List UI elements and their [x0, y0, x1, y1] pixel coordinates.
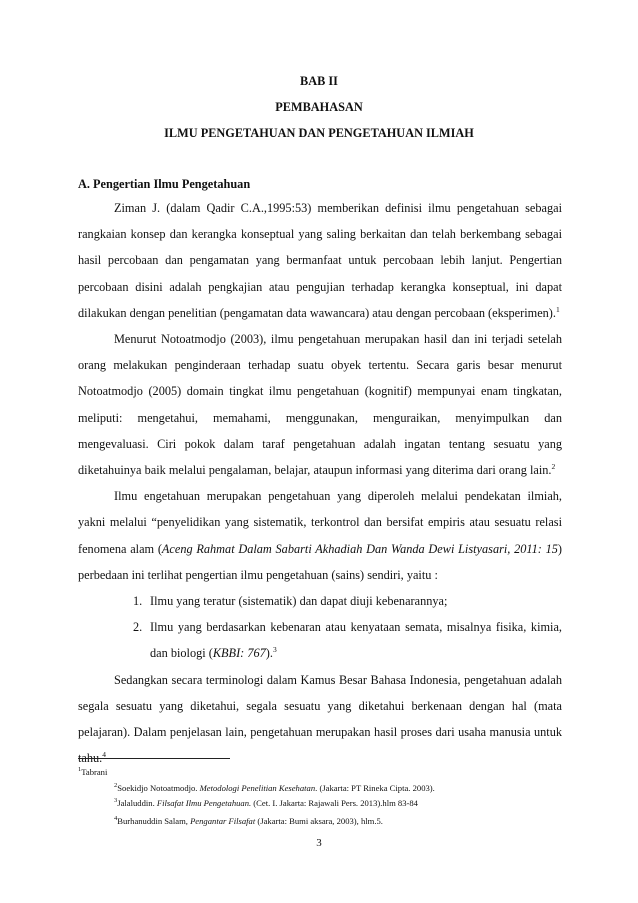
paragraph-1-text: Ziman J. (dalam Qadir C.A.,1995:53) memberikan definisi ilmu pengetahuan sebagai rangkaian konsep dan kerangka konseptual yang saling berkaitan dan telah berkembang sebagai hasil percobaan dan pengamatan yang bermanfaat untuk percobaan lebih lanjut. Pengertian percobaan disini adalah pengkajian atau pengujian terhadap kerangka konseptual, ini dapat dilakukan dengan penelitian (pengamatan data wawancara) atau dengan percobaan (eksperimen). — [78, 201, 562, 320]
footnote-3-text-end: (Cet. I. Jakarta: Rajawali Pers. 2013).hlm 83-84 — [251, 798, 418, 808]
list-item — [78, 614, 562, 666]
paragraph-2-text: Menurut Notoatmodjo (2003), ilmu pengetahuan merupakan hasil dan ini terjadi setelah orang melakukan penginderaan terhadap suatu obyek tertentu. Secara garis besar menurut Notoatmodjo (2005) domain tingkat ilmu pengetahuan (kognitif) mempunyai enam tingkatan, meliputi: mengetahui, memahami, menggunakan, menguraikan, menyimpulkan dan mengevaluasi. Ciri pokok dalam taraf pengetahuan adalah ingatan tentang sesuatu yang diketahuinya baik melalui pengalaman, belajar, ataupun informasi yang diterima dari orang lain. — [78, 332, 562, 478]
footnote-1 — [78, 766, 107, 778]
footnote-3-text: Jalaluddin. — [117, 798, 157, 808]
footnote-ref-1: 1 — [555, 304, 560, 314]
footnote-ref-4: 4 — [102, 750, 106, 760]
footnote-4-marker: 4 — [114, 815, 118, 823]
footnote-2-text-end: . (Jakarta: PT Rineka Cipta. 2003). — [315, 783, 435, 793]
footnote-ref-2: 2 — [551, 461, 556, 471]
paragraph-4-text: Sedangkan secara terminologi dalam Kamus Besar Bahasa Indonesia, pengetahuan adalah segala sesuatu yang diketahui, segala sesuatu yang diketahui berkenaan dengan hal (mata pelajaran). Dalam penjelasan lain, pengetahuan merupakan hasil proses dari usaha manusia untuk tahu. — [78, 672, 562, 766]
paragraph-1 — [78, 195, 562, 326]
footnote-4-text-end: (Jakarta: Bumi aksara, 2003), hlm.5. — [255, 816, 383, 826]
footnote-ref-3: 3 — [272, 645, 277, 655]
footnote-divider — [78, 758, 230, 759]
list-item-citation: KBBI: 767 — [212, 646, 266, 661]
footnote-4 — [114, 815, 383, 827]
list-item-text-end: ). — [265, 646, 273, 661]
page-number: 3 — [316, 837, 322, 849]
list-item — [78, 588, 562, 614]
footnote-1-text: Tabrani — [81, 767, 108, 777]
paragraph-3-text: Ilmu engetahuan merupakan pengetahuan yang diperoleh melalui pendekatan ilmiah, yakni melalui “penyelidikan yang sistematik, terkontrol dan bersifat empiris atau sesuatu relasi fenomena alam ( — [78, 489, 562, 556]
paragraph-3 — [78, 483, 562, 588]
list-item-text: Ilmu yang teratur (sistematik) dan dapat diuji kebenarannya; — [150, 594, 448, 609]
numbered-list — [78, 588, 562, 667]
footnote-2-text: Soekidjo Notoatmodjo. — [117, 783, 200, 793]
footnote-3-title: Filsafat Ilmu Pengetahuan. — [156, 798, 252, 808]
chapter-title: ILMU PENGETAHUAN DAN PENGETAHUAN ILMIAH — [164, 126, 474, 140]
list-item-text: Ilmu yang berdasarkan kebenaran atau kenyataan semata, misalnya fisika, kimia, dan biologi ( — [150, 620, 562, 661]
chapter-subtitle: PEMBAHASAN — [275, 100, 363, 114]
list-item-number: 1. — [133, 594, 143, 609]
paragraph-2 — [78, 326, 562, 483]
footnote-3 — [114, 797, 418, 809]
footnote-1-marker: 1 — [78, 766, 82, 774]
paragraph-3-text-end: ) perbedaan ini terlihat pengertian ilmu pengetahuan (sains) sendiri, yaitu : — [78, 541, 562, 582]
footnote-2-marker: 2 — [114, 782, 118, 790]
footnote-3-marker: 3 — [114, 797, 118, 805]
chapter-label: BAB II — [300, 74, 338, 88]
footnote-4-text: Burhanuddin Salam, — [117, 816, 191, 826]
footnote-2 — [114, 782, 435, 794]
footnote-4-title: Pengantar Filsafat — [190, 816, 256, 826]
paragraph-4 — [78, 667, 562, 772]
footnote-2-title: Metodologi Penelitian Kesehatan — [199, 783, 316, 793]
paragraph-3-citation: Aceng Rahmat Dalam Sabarti Akhadiah Dan Wanda Dewi Listyasari, 2011: 15 — [161, 541, 558, 556]
section-heading: A. Pengertian Ilmu Pengetahuan — [78, 177, 251, 191]
list-item-number: 2. — [133, 620, 143, 635]
